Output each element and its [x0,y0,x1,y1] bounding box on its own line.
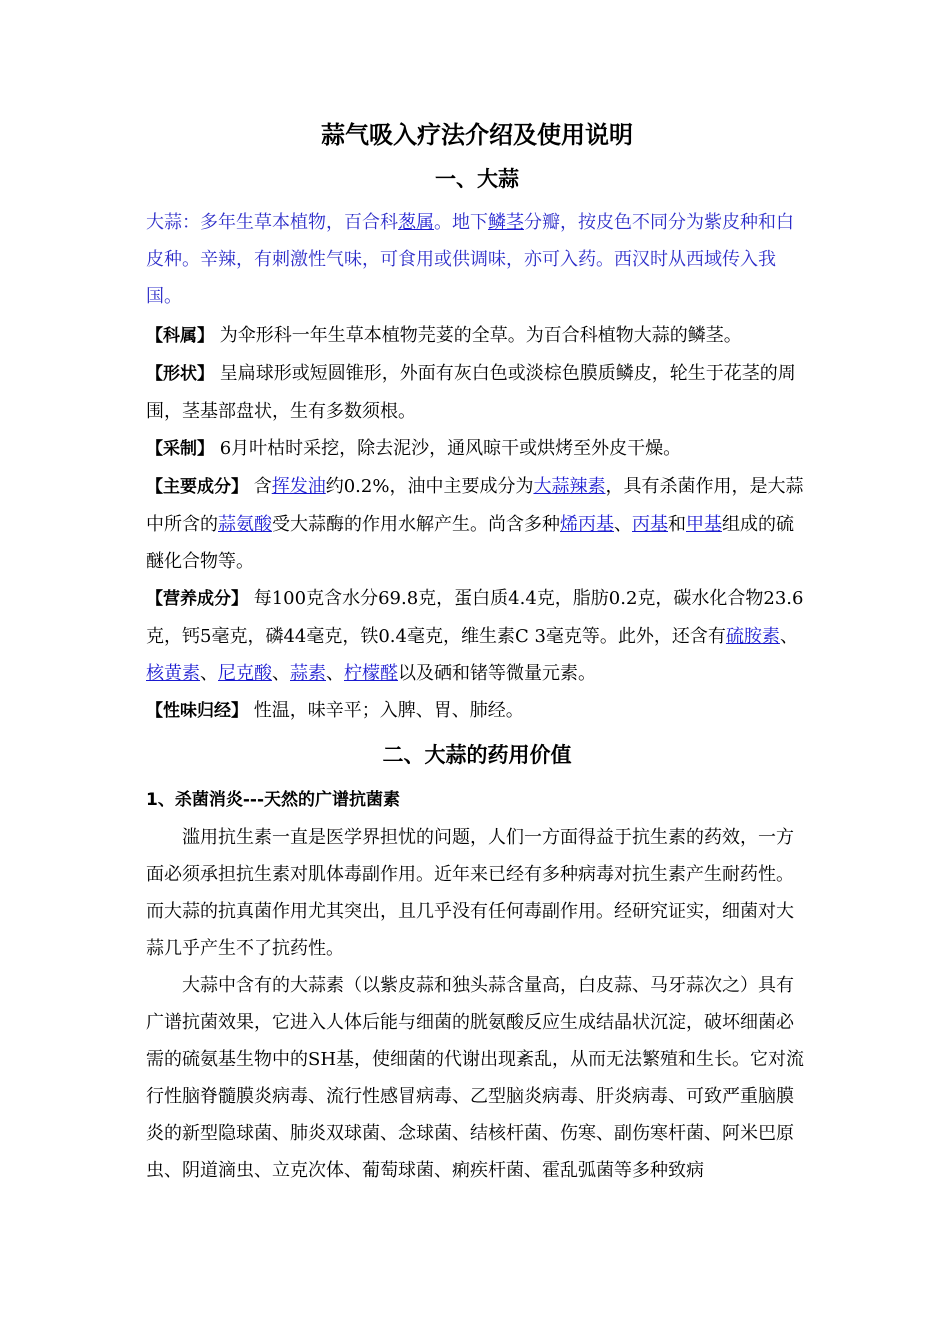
components-text: 受大蒜酶的作用水解产生。尚含多种 [272,514,560,535]
link-allicin[interactable]: 大蒜辣素 [533,476,606,497]
link-thiamine[interactable]: 硫胺素 [725,626,780,647]
link-citral[interactable]: 柠檬醛 [344,663,398,684]
link-methyl[interactable]: 甲基 [686,514,722,535]
allicin-paragraph: 大蒜中含有的大蒜素（以紫皮蒜和独头蒜含量高，白皮蒜、马牙蒜次之）具有广谱抗菌效果，它进入人体后能与细菌的胱氨酸反应生成结晶状沉淀，破坏细菌必需的硫氨基生物中的SH基，使细菌的代谢出现紊乱，从而无法繁殖和生长。它对流行性脑脊髓膜炎病毒、流行性感冒病毒、乙型脑炎病毒、肝炎病毒、可致严重脑膜炎的新型隐球菌、肺炎双球菌、念球菌、结核杆菌、伤寒、副伤寒杆菌、阿米巴原虫、阴道滴虫、立克次体、葡萄球菌、痢疾杆菌、霍乱弧菌等多种致病 [146,975,805,1181]
components-text: 约0.2%，油中主要成分为 [325,476,534,497]
nature-label: 【性味归经】 [146,701,248,721]
link-riboflavin[interactable]: 核黄素 [146,663,200,684]
link-bulb[interactable]: 鳞茎 [488,212,524,233]
link-volatile-oil[interactable]: 挥发油 [271,476,326,497]
components-text: 和 [668,514,686,535]
document-page [146,118,808,1189]
nutrition-text: 每100克含水分69.8克，蛋白质4.4克，脂肪0.2克，碳水化合物23.6克，钙5毫克，磷44毫克，铁0.4毫克，维生素C 3毫克等。此外，还含有 [146,588,804,647]
components-text: ，具有杀菌作用，是大蒜中所含的 [146,476,804,535]
nutrition-text: 以及硒和锗等微量元素。 [398,663,596,684]
separator: 、 [326,663,344,684]
components-text: 、 [614,514,632,535]
link-niacin[interactable]: 尼克酸 [218,663,272,684]
link-propyl[interactable]: 丙基 [632,514,668,535]
nutrition-label: 【营养成分】 [146,589,248,609]
shape-text: 呈扁球形或短圆锥形，外面有灰白色或淡棕色膜质鳞皮，轮生于花茎的周围，茎基部盘状，生有多数须根。 [146,363,796,422]
link-allium[interactable]: 葱属 [398,212,434,233]
shape-paragraph [146,355,808,430]
intro-text: 大蒜：多年生草本植物，百合科 [146,212,398,233]
intro-text: 分瓣，按皮色不同分为紫皮种和白皮种。辛辣，有刺激性气味，可食用或供调味，亦可入药。西汉时从西域传入我国。 [146,212,794,307]
components-paragraph [146,468,808,580]
harvest-paragraph [146,430,808,468]
shape-label: 【形状】 [146,364,214,384]
harvest-label: 【采制】 [146,439,214,459]
separator: 、 [272,663,290,684]
intro-text: 。地下 [434,212,488,233]
family-paragraph [146,317,808,355]
nutrition-paragraph [146,580,808,692]
subheading-antibacterial: 1、杀菌消炎---天然的广谱抗菌素 [146,790,400,810]
components-label: 【主要成分】 [146,477,248,497]
components-text: 含 [248,476,272,497]
family-text: 为伞形科一年生草本植物芫荽的全草。为百合科植物大蒜的鳞茎。 [214,325,742,346]
garlic-intro-paragraph [146,204,808,315]
link-alliin[interactable]: 蒜氨酸 [218,514,272,535]
nature-paragraph [146,692,808,730]
nature-text: 性温，味辛平；入脾、胃、肺经。 [248,700,524,721]
family-label: 【科属】 [146,326,214,346]
section-heading-medicinal-value: 二、大蒜的药用价值 [382,743,572,767]
separator: 、 [779,626,798,647]
separator: 、 [200,663,218,684]
antibiotic-paragraph: 滥用抗生素一直是医学界担忧的问题，人们一方面得益于抗生素的药效，一方面必须承担抗生素对肌体毒副作用。近年来已经有多种病毒对抗生素产生耐药性。而大蒜的抗真菌作用尤其突出，且几乎没有任何毒副作用。经研究证实，细菌对大蒜几乎产生不了抗药性。 [146,827,794,959]
link-allyl[interactable]: 烯丙基 [560,514,614,535]
link-garlicin[interactable]: 蒜素 [290,663,326,684]
components-text: 组成的硫醚化合物等。 [146,514,794,572]
harvest-text: 6月叶枯时采挖，除去泥沙，通风晾干或烘烤至外皮干燥。 [214,438,682,459]
section-heading-garlic: 一、大蒜 [435,167,519,191]
page-title: 蒜气吸入疗法介绍及使用说明 [321,121,633,149]
